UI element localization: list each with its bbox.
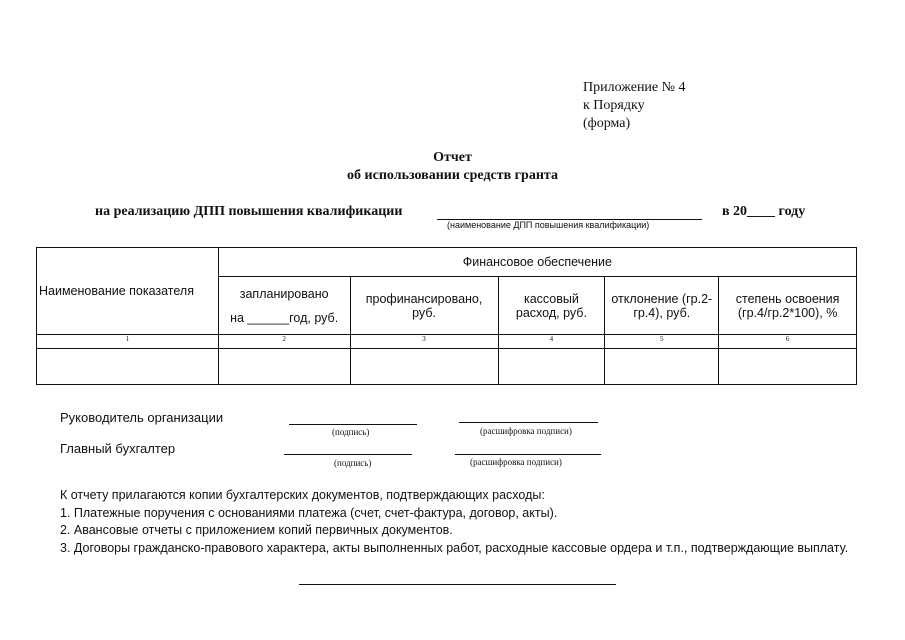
accountant-signature-line[interactable] (284, 454, 412, 455)
planned-label: запланировано (239, 286, 329, 301)
column-number: 4 (498, 335, 605, 349)
notes-item-2: 2. Авансовые отчеты с приложением копий первичных документов. (60, 523, 453, 537)
column-number: 1 (37, 335, 219, 349)
financed-header: профинансировано, руб. (350, 277, 498, 335)
attachments-notes (60, 487, 860, 557)
table-cell[interactable] (218, 349, 350, 385)
column-number: 5 (605, 335, 719, 349)
indicator-header: Наименование показателя (37, 248, 219, 335)
notes-item-1: 1. Платежные поручения с основаниями платежа (счет, счет-фактура, договор, акты). (60, 505, 558, 520)
head-signature-line[interactable] (289, 424, 417, 425)
program-name-caption: (наименование ДПП повышения квалификации) (447, 220, 650, 230)
report-subtitle: об использовании средств гранта (347, 168, 558, 183)
table-cell[interactable] (37, 349, 219, 385)
planned-year-label: на ______год, руб. (230, 310, 339, 325)
table-cell[interactable] (605, 349, 719, 385)
cash-expense-header: кассовый расход, руб. (498, 277, 605, 335)
chief-accountant-label: Главный бухгалтер (60, 441, 176, 456)
deviation-header: отклонение (гр.2-гр.4), руб. (605, 277, 719, 335)
appendix-form: (форма) (583, 116, 631, 131)
head-decode-caption: (расшифровка подписи) (480, 426, 572, 436)
utilization-header: степень освоения (гр.4/гр.2*100), % (719, 277, 857, 335)
accountant-signature-caption: (подпись) (334, 458, 372, 468)
planned-header (218, 277, 350, 335)
appendix-block (583, 79, 686, 133)
bottom-divider-line (299, 584, 616, 585)
accountant-decode-caption: (расшифровка подписи) (470, 457, 562, 467)
appendix-order: к Порядку (583, 98, 645, 113)
head-decode-line[interactable] (459, 422, 598, 423)
head-of-organization-label: Руководитель организации (60, 410, 224, 425)
appendix-number: Приложение № 4 (583, 80, 686, 95)
table-cell[interactable] (350, 349, 498, 385)
head-signature-caption: (подпись) (332, 427, 370, 437)
financial-report-table (36, 247, 857, 385)
table-cell[interactable] (719, 349, 857, 385)
notes-intro: К отчету прилагаются копии бухгалтерских документов, подтверждающих расходы: (60, 488, 545, 502)
program-label: на реализацию ДПП повышения квалификации (95, 204, 403, 219)
accountant-decode-line[interactable] (455, 454, 601, 455)
notes-item-3: 3. Договоры гражданско-правового характера, акты выполненных работ, расходные кассовые ордера и т.п., подтверждающие выплату. (60, 540, 849, 555)
column-number: 2 (218, 335, 350, 349)
table-cell[interactable] (498, 349, 605, 385)
funding-group-header: Финансовое обеспечение (218, 248, 856, 277)
report-title: Отчет (433, 150, 472, 165)
year-label: в 20____ году (722, 204, 806, 219)
column-number: 6 (719, 335, 857, 349)
column-number: 3 (350, 335, 498, 349)
